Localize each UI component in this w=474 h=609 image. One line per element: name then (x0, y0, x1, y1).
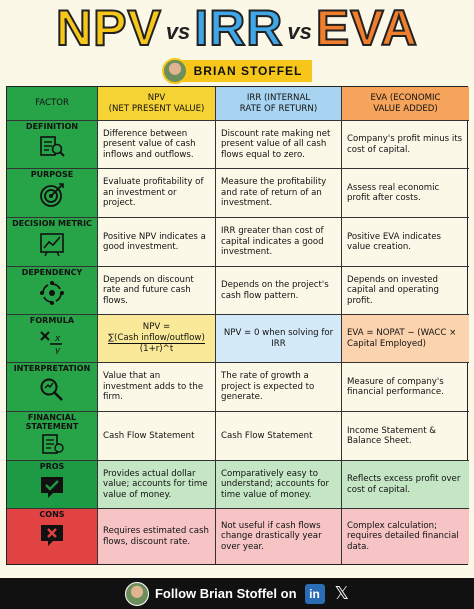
factor-formula (7, 315, 98, 363)
author-name: BRIAN STOFFEL (180, 60, 313, 82)
formula-npv-numerator: ∑(Cash inflow/outflow) (108, 332, 205, 343)
header-factor: FACTOR (7, 87, 98, 121)
math-icon (37, 328, 67, 354)
factor-label: INTERPRETATION (13, 364, 91, 373)
factor-interpretation (7, 363, 98, 412)
x-icon (37, 522, 67, 548)
pros-npv: Provides actual dollar value; accounts for time value of money. (98, 461, 216, 509)
factor-label: FORMULA (29, 316, 75, 325)
formula-npv (98, 315, 216, 363)
svg-text:y: y (55, 345, 61, 354)
page-title (0, 2, 474, 54)
footer-avatar (125, 582, 149, 606)
factor-label: PROS (39, 462, 65, 471)
footer-bar (0, 578, 474, 609)
cons-eva: Complex calculation; requires detailed financial data. (342, 509, 469, 564)
formula-npv-line1: NPV = (142, 322, 171, 333)
formula-npv-denominator: (1+r)^t (139, 344, 174, 355)
definition-npv: Difference between present value of cash inflows and outflows. (98, 121, 216, 169)
header-eva: EVA (ECONOMIC VALUE ADDED) (342, 87, 469, 121)
linkedin-icon[interactable]: in (305, 584, 325, 604)
definition-irr: Discount rate making net present value of all cash flows equal to zero. (216, 121, 342, 169)
footer-text: Follow Brian Stoffel on (154, 586, 297, 601)
factor-label: CONS (39, 510, 65, 519)
factor-cons (7, 509, 98, 564)
svg-text:x: x (55, 333, 61, 344)
dependency-npv: Depends on discount rate and future cash flows. (98, 267, 216, 315)
statement-icon (37, 434, 67, 454)
magnifier-icon (37, 376, 67, 402)
title-npv: NPV (56, 0, 162, 56)
definition-eva: Company's profit minus its cost of capital. (342, 121, 469, 169)
title-vs-1: vs (165, 19, 191, 44)
title-irr: IRR (194, 0, 284, 56)
comparison-table (6, 86, 468, 565)
purpose-eva: Assess real economic profit after costs. (342, 169, 469, 218)
factor-definition (7, 121, 98, 169)
interpretation-eva: Measure of company's financial performance. (342, 363, 469, 412)
decision-irr: IRR greater than cost of capital indicates a good investment. (216, 218, 342, 267)
interpretation-npv: Value that an investment adds to the firm. (98, 363, 216, 412)
cons-irr: Not useful if cash flows change drastically year over year. (216, 509, 342, 564)
factor-label: DECISION METRIC (12, 219, 92, 228)
title-eva: EVA (315, 0, 418, 56)
formula-eva: EVA = NOPAT − (WACC × Capital Employed) (342, 315, 469, 363)
title-vs-2: vs (287, 19, 312, 44)
formula-irr: NPV = 0 when solving for IRR (216, 315, 342, 363)
decision-eva: Positive EVA indicates value creation. (342, 218, 469, 267)
factor-label: DEPENDENCY (21, 268, 83, 277)
author-badge (0, 56, 474, 86)
statement-eva: Income Statement & Balance Sheet. (342, 412, 469, 461)
chart-icon (37, 231, 67, 257)
statement-irr: Cash Flow Statement (216, 412, 342, 461)
purpose-npv: Evaluate profitability of an investment or project. (98, 169, 216, 218)
dependency-irr: Depends on the project's cash flow pattern. (216, 267, 342, 315)
factor-decision-metric (7, 218, 98, 267)
statement-npv: Cash Flow Statement (98, 412, 216, 461)
cons-npv: Requires estimated cash flows, discount rate. (98, 509, 216, 564)
x-logo-icon[interactable]: 𝕏 (334, 583, 350, 604)
cycle-icon (37, 280, 67, 306)
purpose-irr: Measure the profitability and rate of return of an investment. (216, 169, 342, 218)
interpretation-irr: The rate of growth a project is expected to generate. (216, 363, 342, 412)
header-irr: IRR (INTERNAL RATE OF RETURN) (216, 87, 342, 121)
pros-irr: Comparatively easy to understand; accounts for time value of money. (216, 461, 342, 509)
header-npv: NPV (NET PRESENT VALUE) (98, 87, 216, 121)
factor-pros (7, 461, 98, 509)
pros-eva: Reflects excess profit over cost of capital. (342, 461, 469, 509)
avatar (162, 58, 188, 84)
factor-label: DEFINITION (25, 122, 79, 131)
factor-label: FINANCIAL STATEMENT (25, 413, 79, 431)
factor-dependency (7, 267, 98, 315)
dependency-eva: Depends on invested capital and operating profit. (342, 267, 469, 315)
factor-label: PURPOSE (30, 170, 74, 179)
check-icon (37, 474, 67, 500)
target-icon (37, 182, 67, 208)
document-search-icon (37, 134, 67, 160)
factor-financial-statement (7, 412, 98, 461)
decision-npv: Positive NPV indicates a good investment. (98, 218, 216, 267)
factor-purpose (7, 169, 98, 218)
